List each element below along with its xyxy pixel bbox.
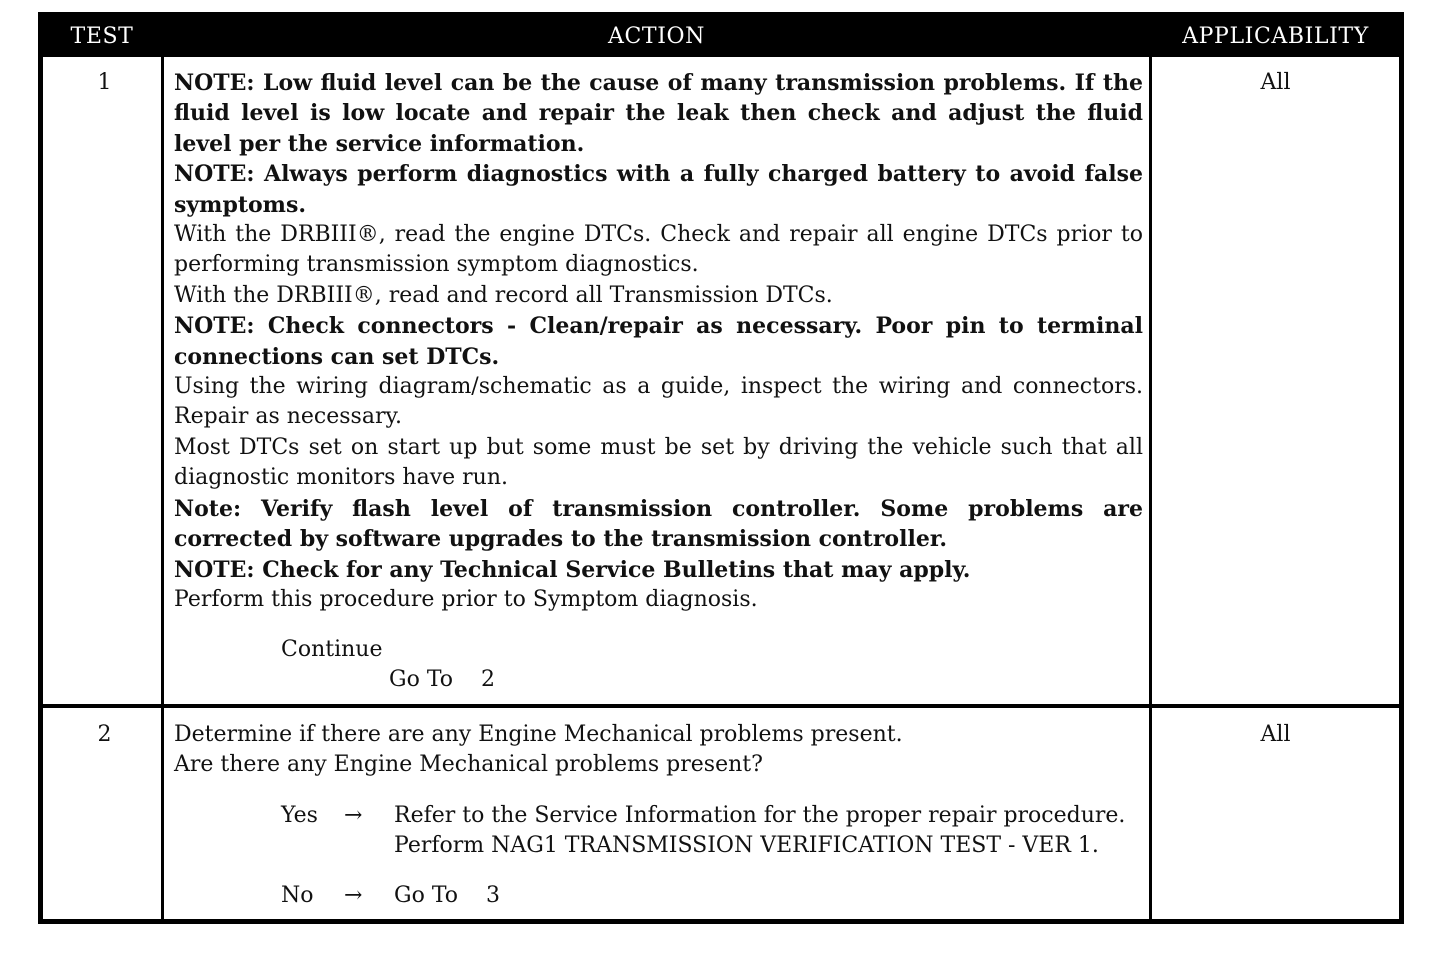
action-step: Are there any Engine Mechanical problems present? — [174, 752, 763, 778]
arrow-icon: → — [344, 802, 363, 828]
continue-branch — [174, 635, 1143, 665]
goto-label: Go To — [394, 882, 459, 908]
yes-action-line-1: Refer to the Service Information for the proper repair procedure. — [394, 802, 1126, 828]
action-note: NOTE: Always perform diagnostics with a fully charged battery to avoid false symptoms. — [174, 161, 1143, 218]
yes-action-line-2: Perform NAG1 TRANSMISSION VERIFICATION TEST - VER 1. — [394, 832, 1099, 858]
yes-label: Yes — [281, 802, 318, 828]
header-test: TEST — [70, 24, 134, 49]
row-1-test-number: 1 — [97, 70, 112, 95]
action-note: NOTE: Check for any Technical Service Bulletins that may apply. — [174, 556, 971, 583]
goto-target: 3 — [486, 882, 500, 908]
row-1-applicability: All — [1260, 70, 1291, 95]
action-step: With the DRBIII®, read and record all Transmission DTCs. — [174, 282, 833, 308]
row-2-applicability: All — [1260, 722, 1291, 747]
header-applicability: APPLICABILITY — [1182, 24, 1369, 49]
action-note: NOTE: Low fluid level can be the cause of many transmission problems. If the fluid level is low locate and repair the leak then check and adjust the fluid level per the service information. — [174, 70, 1143, 157]
yes-branch — [174, 801, 1143, 831]
yes-branch-continued — [174, 831, 1143, 861]
no-branch — [174, 881, 1143, 911]
action-step: Using the wiring diagram/schematic as a guide, inspect the wiring and connectors. Repair as necessary. — [174, 374, 1143, 430]
action-note: Note: Verify flash level of transmission controller. Some problems are corrected by software upgrades to the transmission controller. — [174, 495, 1143, 553]
goto-target: 2 — [481, 667, 495, 693]
arrow-icon: → — [344, 882, 363, 908]
no-label: No — [281, 882, 314, 908]
action-step: With the DRBIII®, read the engine DTCs. Check and repair all engine DTCs prior to performing transmission symptom diagnostics. — [174, 222, 1143, 278]
row-divider — [43, 704, 1399, 708]
column-divider-test — [161, 57, 164, 919]
continue-label: Continue — [281, 637, 383, 663]
column-divider-applicability — [1149, 57, 1152, 919]
diagnostic-table — [38, 12, 1404, 924]
header-action: ACTION — [608, 24, 705, 49]
action-step: Determine if there are any Engine Mechanical problems present. — [174, 722, 903, 747]
row-2-test-number: 2 — [97, 722, 112, 747]
goto-label: Go To — [389, 667, 454, 693]
row-2-action — [174, 720, 1143, 911]
action-note: NOTE: Check connectors - Clean/repair as necessary. Poor pin to terminal connections can set DTCs. — [174, 313, 1143, 370]
table-header — [43, 17, 1399, 57]
action-step: Most DTCs set on start up but some must be set by driving the vehicle such that all diagnostic monitors have run. — [174, 434, 1143, 491]
goto-branch — [174, 665, 1143, 695]
row-1-action — [174, 68, 1143, 695]
action-step: Perform this procedure prior to Symptom diagnosis. — [174, 586, 758, 612]
